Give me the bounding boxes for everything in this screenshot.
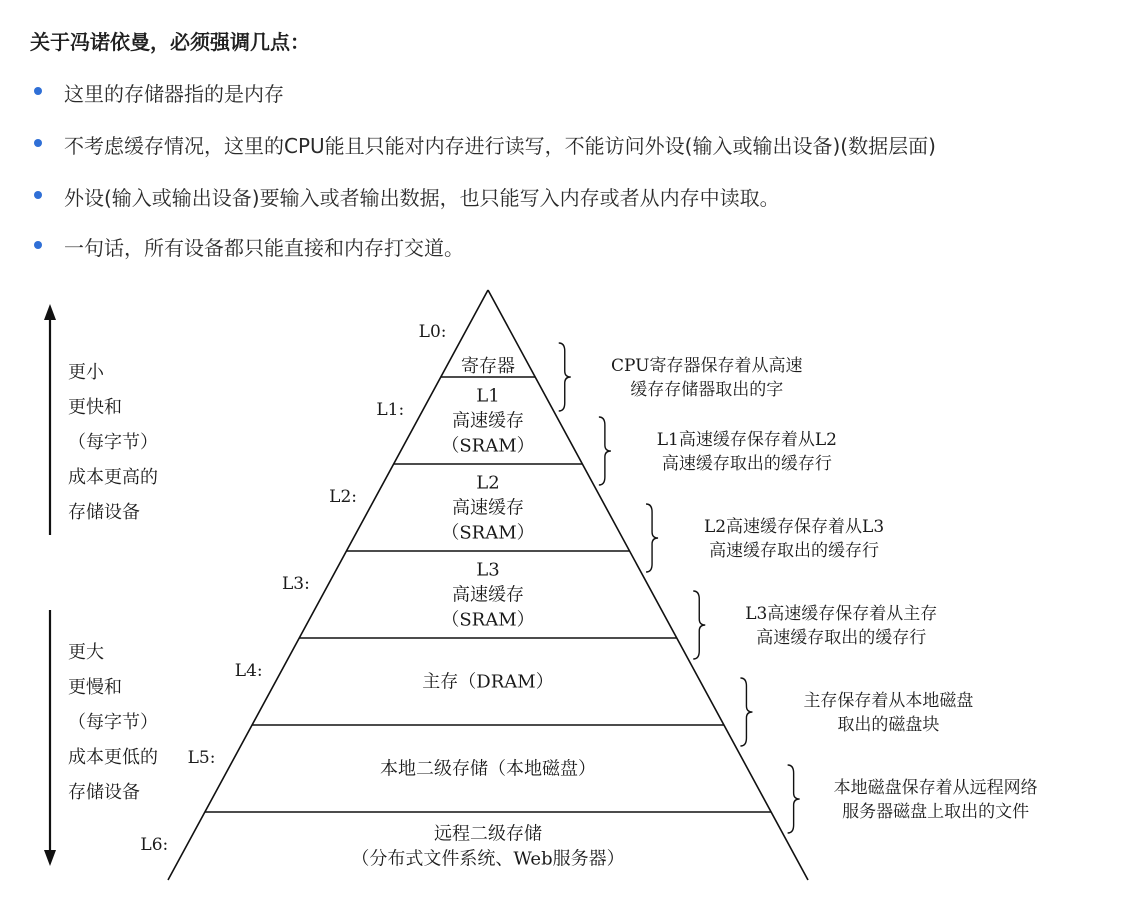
note-brace <box>599 417 611 485</box>
level-text: （SRAM） <box>441 435 535 457</box>
level-label: L4: <box>234 661 263 681</box>
note-brace <box>788 765 800 833</box>
level-text: L1 <box>476 385 500 407</box>
bullet-text: 外设(输入或输出设备)要输入或者输出数据，也只能写入内存或者从内存中读取。 <box>64 186 780 210</box>
bottom-side-text: 成本更低的 <box>68 747 158 768</box>
top-side-text: 更小 <box>68 362 104 383</box>
level-text: （分布式文件系统、Web服务器） <box>351 848 625 870</box>
up-arrow-icon <box>44 304 56 320</box>
bottom-side-text: 更慢和 <box>68 677 122 698</box>
level-note: L1高速缓存保存着从L2 <box>656 430 837 450</box>
down-arrow-icon <box>44 850 56 866</box>
level-note: 主存保存着从本地磁盘 <box>803 691 974 711</box>
top-side-text: 成本更高的 <box>68 467 158 488</box>
bullet-dot-icon <box>34 139 42 147</box>
top-side-text: （每字节） <box>68 432 158 453</box>
level-text: 主存（DRAM） <box>422 671 554 693</box>
level-note: CPU寄存器保存着从高速 <box>611 356 803 376</box>
page-heading: 关于冯诺依曼，必须强调几点： <box>30 30 310 54</box>
bullet-text: 这里的存储器指的是内存 <box>64 82 284 106</box>
note-brace <box>559 343 571 411</box>
level-label: L3: <box>281 574 310 594</box>
bullet-dot-icon <box>34 191 42 199</box>
level-note: 高速缓存取出的缓存行 <box>756 628 927 648</box>
level-text: 高速缓存 <box>452 410 524 432</box>
note-brace <box>646 504 658 572</box>
level-note: 服务器磁盘上取出的文件 <box>842 802 1030 822</box>
level-text: 远程二级存储 <box>434 823 542 845</box>
level-text: 寄存器 <box>461 356 515 377</box>
level-label: L2: <box>329 487 358 507</box>
level-text: 本地二级存储（本地磁盘） <box>380 758 596 780</box>
level-label: L1: <box>376 400 405 420</box>
bullet-dot-icon <box>34 241 42 249</box>
pyramid-right-edge <box>488 290 808 880</box>
note-brace <box>740 678 752 746</box>
level-note: L3高速缓存保存着从主存 <box>745 604 938 624</box>
level-note: 本地磁盘保存着从远程网络 <box>833 778 1038 798</box>
level-text: L2 <box>476 472 500 494</box>
bottom-side-text: （每字节） <box>68 712 158 733</box>
note-brace <box>693 591 705 659</box>
level-label: L0: <box>418 322 447 342</box>
pyramid-left-edge <box>168 290 488 880</box>
top-side-text: 更快和 <box>68 397 122 418</box>
level-note: 高速缓存取出的缓存行 <box>661 454 832 474</box>
level-note: 缓存存储器取出的字 <box>630 380 784 400</box>
bullet-text: 不考虑缓存情况，这里的CPU能且只能对内存进行读写，不能访问外设(输入或输出设备)(数据层面) <box>64 134 936 158</box>
level-note: L2高速缓存保存着从L3 <box>703 517 885 537</box>
bullet-text: 一句话，所有设备都只能直接和内存打交道。 <box>64 236 464 260</box>
level-label: L6: <box>140 835 169 855</box>
bullet-dot-icon <box>34 87 42 95</box>
level-text: 高速缓存 <box>452 584 524 606</box>
level-label: L5: <box>187 748 216 768</box>
memory-hierarchy-diagram <box>0 280 1134 900</box>
level-text: 高速缓存 <box>452 497 524 519</box>
level-text: L3 <box>476 559 500 581</box>
top-side-text: 存储设备 <box>68 502 140 523</box>
bottom-side-text: 存储设备 <box>68 782 140 803</box>
level-note: 取出的磁盘块 <box>837 715 940 735</box>
bottom-side-text: 更大 <box>68 642 104 663</box>
level-text: （SRAM） <box>441 609 535 631</box>
level-note: 高速缓存取出的缓存行 <box>709 541 880 561</box>
level-text: （SRAM） <box>441 522 535 544</box>
